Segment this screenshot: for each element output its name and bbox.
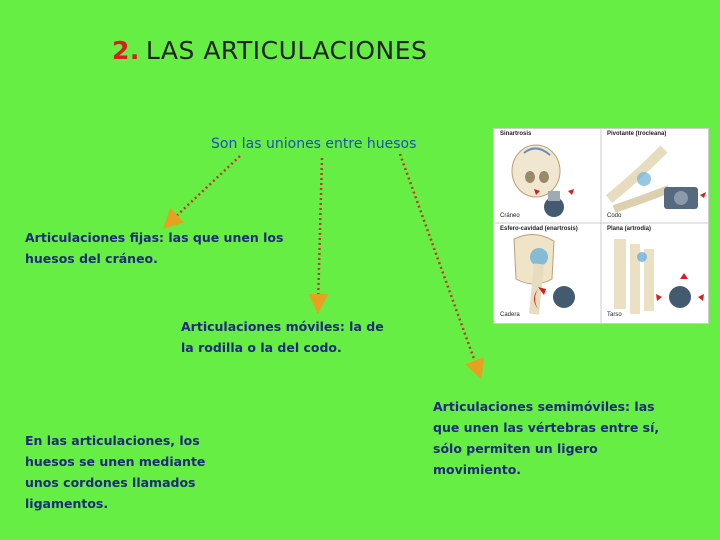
arrow-fijas [170,156,240,222]
small-label-cadera: Cadera [500,312,520,318]
hinge-model-icon [664,187,706,209]
text-semimoviles: Articulaciones semimóviles: las que unen las vértebras entre sí, sólo permiten un ligero movimiento. [433,399,660,477]
text-fijas: Articulaciones fijas: las que unen los huesos del cráneo. [25,230,284,266]
small-label-tarso: Tarso [607,312,622,318]
small-label-craneo: Cráneo [500,213,520,219]
hip-icon [514,234,554,314]
elbow-icon [609,149,669,209]
arrow-semimoviles [400,154,478,370]
skull-icon [512,145,560,197]
title-number: 2. [112,36,140,65]
small-label-codo: Codo [607,213,622,219]
panel-label-sinartrosis: Sinartrosis [500,131,532,137]
foot-icon [614,239,654,314]
text-ligamentos: En las articulaciones, los huesos se unen mediante unos cordones llamados ligamentos. [25,433,206,511]
text-moviles: Articulaciones móviles: la de la rodilla o la del codo. [181,319,384,355]
subtitle: Son las uniones entre huesos [211,136,417,152]
joints-illustration [493,128,709,324]
panel-label-esfero: Esfero-cavidad (enartrosis) [500,226,578,232]
panel-label-plana: Plana (artrodia) [607,226,652,232]
arrow-moviles [318,158,322,304]
title-text: LAS ARTICULACIONES [145,36,428,65]
panel-label-pivotante: Pivotante (trocleana) [607,131,667,137]
plane-model-icon [656,273,704,308]
